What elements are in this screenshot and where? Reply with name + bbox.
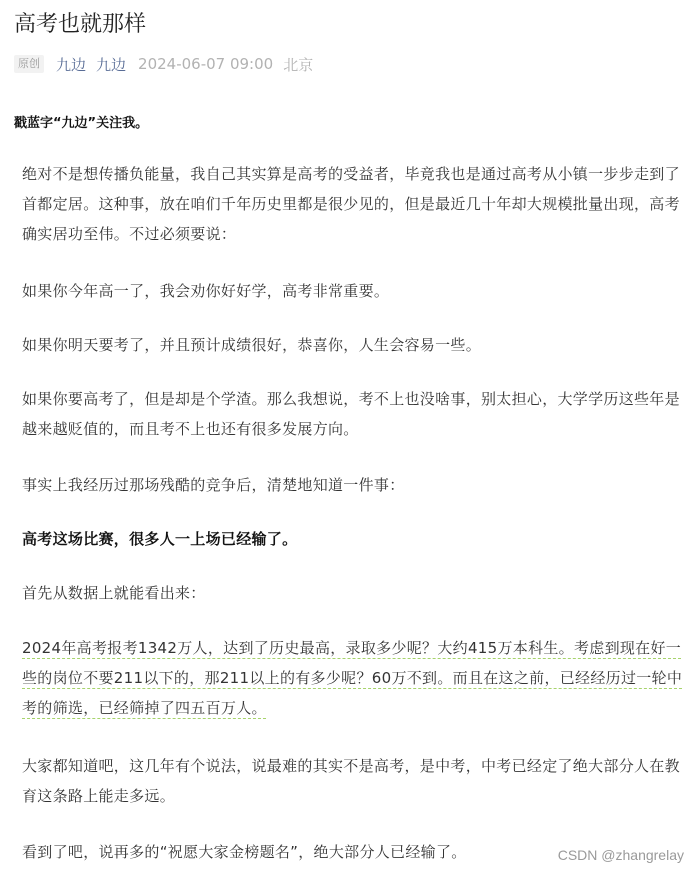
paragraph-10: 看到了吧，说再多的“祝愿大家金榜题名”，绝大部分人已经输了。 xyxy=(22,843,467,861)
paragraph-3: 如果你明天要考了，并且预计成绩很好，恭喜你，人生会容易一些。 xyxy=(22,336,482,354)
account-name-link[interactable]: 九边 xyxy=(96,55,127,74)
original-badge: 原创 xyxy=(14,55,44,73)
paragraph-4: 如果你要高考了，但是却是个学渣。那么我想说，考不上也没啥事，别太担心，大学学历这些年是越来越贬值的，而且考不上也还有很多发展方向。 xyxy=(22,390,680,438)
publish-location: 北京 xyxy=(283,55,314,74)
paragraph-9: 大家都知道吧，这几年有个说法，说最难的其实不是高考，是中考，中考已经定了绝大部分人在教育这条路上能走多远。 xyxy=(22,757,680,805)
article-title: 高考也就那样 xyxy=(14,12,147,37)
paragraph-1: 绝对不是想传播负能量，我自己其实算是高考的受益者，毕竟我也是通过高考从小镇一步步走到了首都定居。这种事，放在咱们千年历史里都是很少见的，但是最近几十年却大规模批量出现，高考确实居功至伟。不过必须要说： xyxy=(22,165,680,243)
paragraph-6-bold: 高考这场比赛，很多人一上场已经输了。 xyxy=(22,530,298,548)
article-meta xyxy=(14,53,313,75)
paragraph-8-wrapper xyxy=(22,633,686,723)
paragraph-5: 事实上我经历过那场残酷的竞争后，清楚地知道一件事： xyxy=(22,476,405,494)
paragraph-2: 如果你今年高一了，我会劝你好好学，高考非常重要。 xyxy=(22,282,390,300)
follow-hint: 戳蓝字“九边”关注我。 xyxy=(14,116,149,131)
paragraph-8-highlighted: 2024年高考报考1342万人，达到了历史最高，录取多少呢？大约415万本科生。考虑到现在好一些的岗位不要211以下的，那211以上的有多少呢？60万不到。而且在这之前，已经经历过一轮中考的筛选，已经筛掉了四五百万人。 xyxy=(22,639,683,717)
publish-date: 2024-06-07 09:00 xyxy=(138,55,274,73)
paragraph-7: 首先从数据上就能看出来： xyxy=(22,584,206,602)
csdn-watermark: CSDN @zhangrelay xyxy=(557,847,684,863)
author-link[interactable]: 九边 xyxy=(56,55,87,74)
